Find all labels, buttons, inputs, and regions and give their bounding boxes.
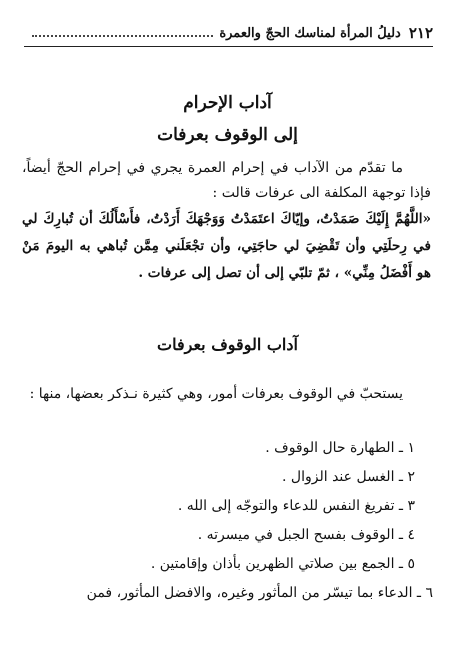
section-subtitle-arafat: إلى الوقوف بعرفات bbox=[157, 125, 298, 145]
page-number: ٢١٢ bbox=[408, 24, 433, 42]
section-title-wuquf: آداب الوقوف بعرفات bbox=[157, 335, 298, 354]
paragraph-intro: ما تقدّم من الآداب في إحرام العمرة يجري في إحرام الحجّ أيضاً، فإذا توجهة المكلفة الى عرفات قالت : bbox=[22, 160, 431, 201]
list-item: ٣ ـ تفريغ النفس للدعاء والتوجّه إلى الله . bbox=[177, 498, 415, 514]
paragraph-wuquf-intro: يستحبّ في الوقوف بعرفات أمور، وهي كثيرة نـذكر بعضها، منها : bbox=[29, 386, 403, 402]
list-item: ٤ ـ الوقوف بفسح الجبل في ميسرته . bbox=[197, 527, 415, 543]
section-title-ihram: آداب الإحرام bbox=[183, 93, 272, 113]
list-item: ١ ـ الطهارة حال الوقوف . bbox=[265, 440, 415, 456]
paragraph-supplication: «اللَّهُمَّ إِلَيْكَ صَمَدْتُ، وإيّاكَ اعتَمَدْتُ وَوَجْهَكَ أَرَدْتُ، فأَسْأَلُكَ أن تُبارِكَ لي في رِحلَتِي وأن تَقْضِيَ لي حاجَتِي، وأن تجْعَلَني مِمَّن تُباهي به اليومَ مَنْ هو أَفْضَلُ مِنِّي» ، ثمّ تلبّي إلى أن تصل إلى عرفات . bbox=[22, 211, 431, 281]
header-dot-leader bbox=[32, 35, 213, 37]
list-item: ٥ ـ الجمع بين صلاتي الظهرين بأذان وإقامتين . bbox=[150, 556, 415, 572]
list-item: ٢ ـ الغسل عند الزوال . bbox=[282, 469, 415, 485]
list-item: ٦ ـ الدعاء بما تيسّر من المأثور وغيره، والافضل المأثور، فمن bbox=[86, 585, 433, 601]
running-header bbox=[24, 26, 409, 41]
recommended-acts-list bbox=[22, 434, 433, 608]
running-title: دليلُ المرأة لمناسك الحجّ والعمرة bbox=[219, 25, 401, 41]
page-header bbox=[24, 20, 433, 47]
